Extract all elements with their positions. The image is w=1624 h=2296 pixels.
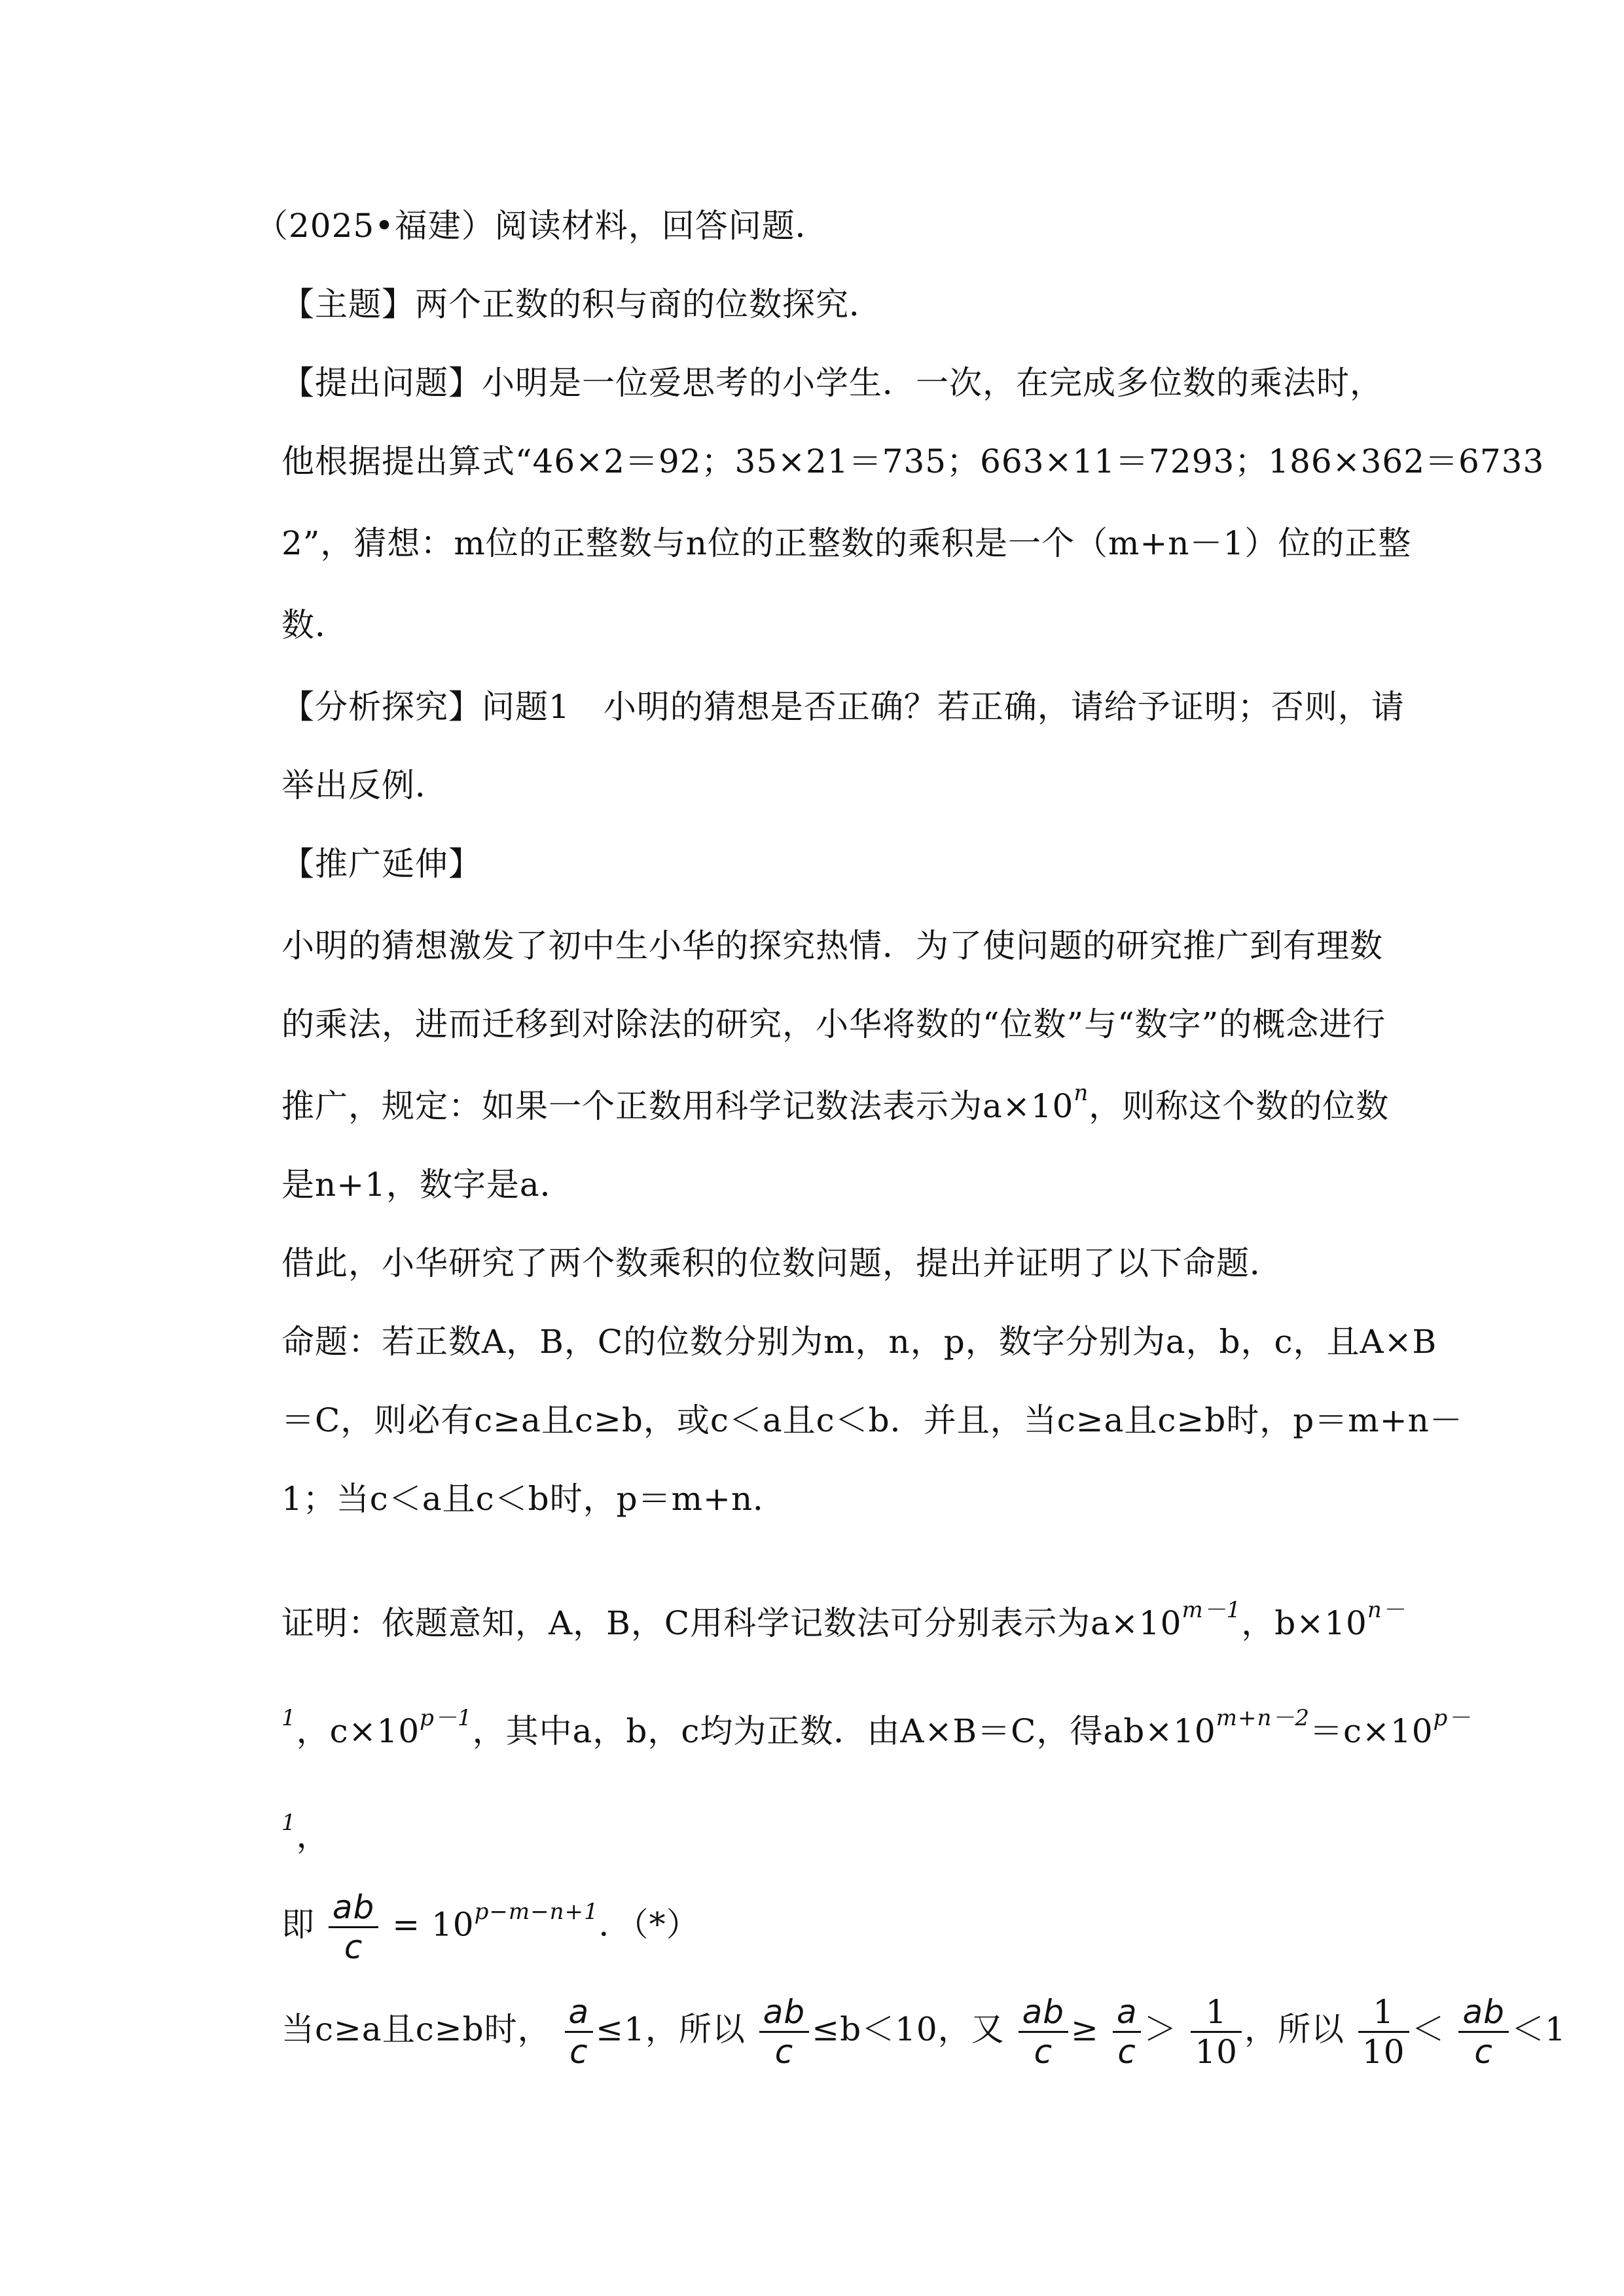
fraction-numerator: ab: [1019, 1993, 1068, 2033]
extension-line-3-text-b: ，则称这个数的位数: [1089, 1087, 1390, 1125]
proposition-line-2: ＝C，则必有c≥a且c≥b，或c＜a且c＜b．并且，当c≥a且c≥b时，p＝m+n－: [281, 1401, 1463, 1439]
exponent-continuation-1: 1: [281, 1705, 297, 1731]
proof-line-2-text-a: ，c×10: [296, 1712, 420, 1750]
fraction-numerator: ab: [759, 1993, 809, 2033]
exponent-n-minus: n－: [1367, 1597, 1405, 1623]
fraction-denominator: c: [1474, 2033, 1493, 2071]
last-line: [281, 1993, 1566, 2071]
fraction-numerator: a: [565, 1993, 594, 2033]
last-line-text-2: ≤b＜10，又: [812, 2010, 1005, 2049]
exponent-m-minus-1: m－1: [1182, 1597, 1242, 1623]
fraction-ab-over-c-7: [1458, 1993, 1508, 2071]
fraction-numerator: a: [1113, 1993, 1142, 2033]
proposition-line-3: 1；当c＜a且c＜b时，p＝m+n．: [281, 1480, 787, 1518]
analysis-line-2: 举出反例．: [281, 766, 448, 804]
fraction-numerator: ab: [329, 1888, 378, 1928]
question-line-4: 数．: [281, 606, 348, 644]
fraction-denominator: c: [774, 2033, 794, 2071]
proof-line-1-text-a: 证明：依题意知，A，B，C用科学记数法可分别表示为a×10: [281, 1604, 1182, 1642]
question-line-3: 2”，猜想：m位的正整数与n位的正整数的乘积是一个（m+n－1）位的正整: [281, 524, 1412, 562]
extension-title: 【推广延伸】: [281, 845, 482, 883]
proof-line-3-text: ，: [296, 1817, 330, 1855]
proof-line-2-text-b: ，其中a，b，c均为正数．由A×B＝C，得ab×10: [472, 1712, 1216, 1750]
fraction-denominator: 10: [1362, 2033, 1405, 2071]
proof-line-2-text-c: ＝c×10: [1310, 1712, 1434, 1750]
extension-line-4: 是n+1，数字是a．: [281, 1166, 573, 1204]
proof-line-3: [281, 1810, 330, 1859]
equation-star-prefix: 即: [281, 1905, 315, 1944]
fraction-ab-over-c-2: [759, 1993, 809, 2071]
fraction-denominator: c: [1117, 2033, 1136, 2071]
extension-line-5: 借此，小华研究了两个数乘积的位数问题，提出并证明了以下命题．: [281, 1244, 1283, 1282]
last-line-text-5: ，所以: [1244, 2010, 1344, 2049]
fraction-denominator: c: [344, 1928, 363, 1966]
equation-star-equals: = 10: [392, 1905, 475, 1944]
fraction-denominator: c: [1034, 2033, 1053, 2071]
fraction-1-over-10-6: [1358, 1993, 1409, 2071]
fraction-a-over-c-4: [1113, 1993, 1142, 2071]
last-line-text-7: ＜1: [1511, 2010, 1566, 2049]
equation-star-suffix: ．（*）: [598, 1905, 700, 1944]
proof-line-2: [281, 1705, 1471, 1755]
fraction-a-over-c-1: [565, 1993, 594, 2071]
fraction-denominator: c: [569, 2033, 588, 2071]
extension-line-3: [281, 1080, 1390, 1130]
exponent-m-plus-n-minus-2: m+n－2: [1216, 1705, 1310, 1731]
proposition-line-1: 命题：若正数A，B，C的位数分别为m，n，p，数字分别为a，b，c，且A×B: [281, 1323, 1437, 1361]
problem-intro: （2025•福建）阅读材料，回答问题．: [255, 207, 829, 245]
fraction-numerator: 1: [1191, 1993, 1242, 2033]
last-line-text-6: ＜: [1411, 2010, 1445, 2049]
analysis-line-1: 【分析探究】问题1 小明的猜想是否正确？若正确，请给予证明；否则，请: [281, 688, 1405, 726]
fraction-ab-over-c: [329, 1888, 378, 1966]
fraction-1-over-10-5: [1191, 1993, 1242, 2071]
last-line-prefix: 当c≥a且c≥b时，: [281, 2010, 551, 2049]
proof-line-1-text-b: ，b×10: [1241, 1604, 1367, 1642]
question-line-2: 他根据提出算式“46×2＝92；35×21＝735；663×11＝7293；186×362＝6733: [281, 442, 1545, 480]
question-line-1: 【提出问题】小明是一位爱思考的小学生．一次，在完成多位数的乘法时，: [281, 364, 1383, 402]
exponent-p-m-n-plus-1: p−m−n+1: [474, 1898, 599, 1925]
fraction-numerator: ab: [1458, 1993, 1508, 2033]
fraction-denominator: 10: [1195, 2033, 1238, 2071]
equation-star: [281, 1888, 700, 1966]
last-line-text-3: ≥: [1071, 2010, 1099, 2049]
theme-line: 【主题】两个正数的积与商的位数探究．: [281, 285, 882, 323]
extension-line-3-text-a: 推广，规定：如果一个正数用科学记数法表示为a×10: [281, 1087, 1074, 1125]
proof-line-1: [281, 1597, 1405, 1647]
last-line-text-1: ≤1，所以: [596, 2010, 746, 2049]
extension-line-1: 小明的猜想激发了初中生小华的探究热情．为了使问题的研究推广到有理数: [281, 927, 1383, 965]
fraction-numerator: 1: [1358, 1993, 1409, 2033]
last-line-text-4: ＞: [1144, 2010, 1178, 2049]
fraction-ab-over-c-3: [1019, 1993, 1068, 2071]
extension-line-2: 的乘法，进而迁移到对除法的研究，小华将数的“位数”与“数字”的概念进行: [281, 1005, 1386, 1043]
exponent-p-minus-1: p－1: [420, 1705, 473, 1731]
exponent-continuation-2: 1: [281, 1810, 297, 1836]
exponent-n: n: [1074, 1080, 1089, 1106]
exponent-p-minus: p－: [1433, 1705, 1471, 1731]
